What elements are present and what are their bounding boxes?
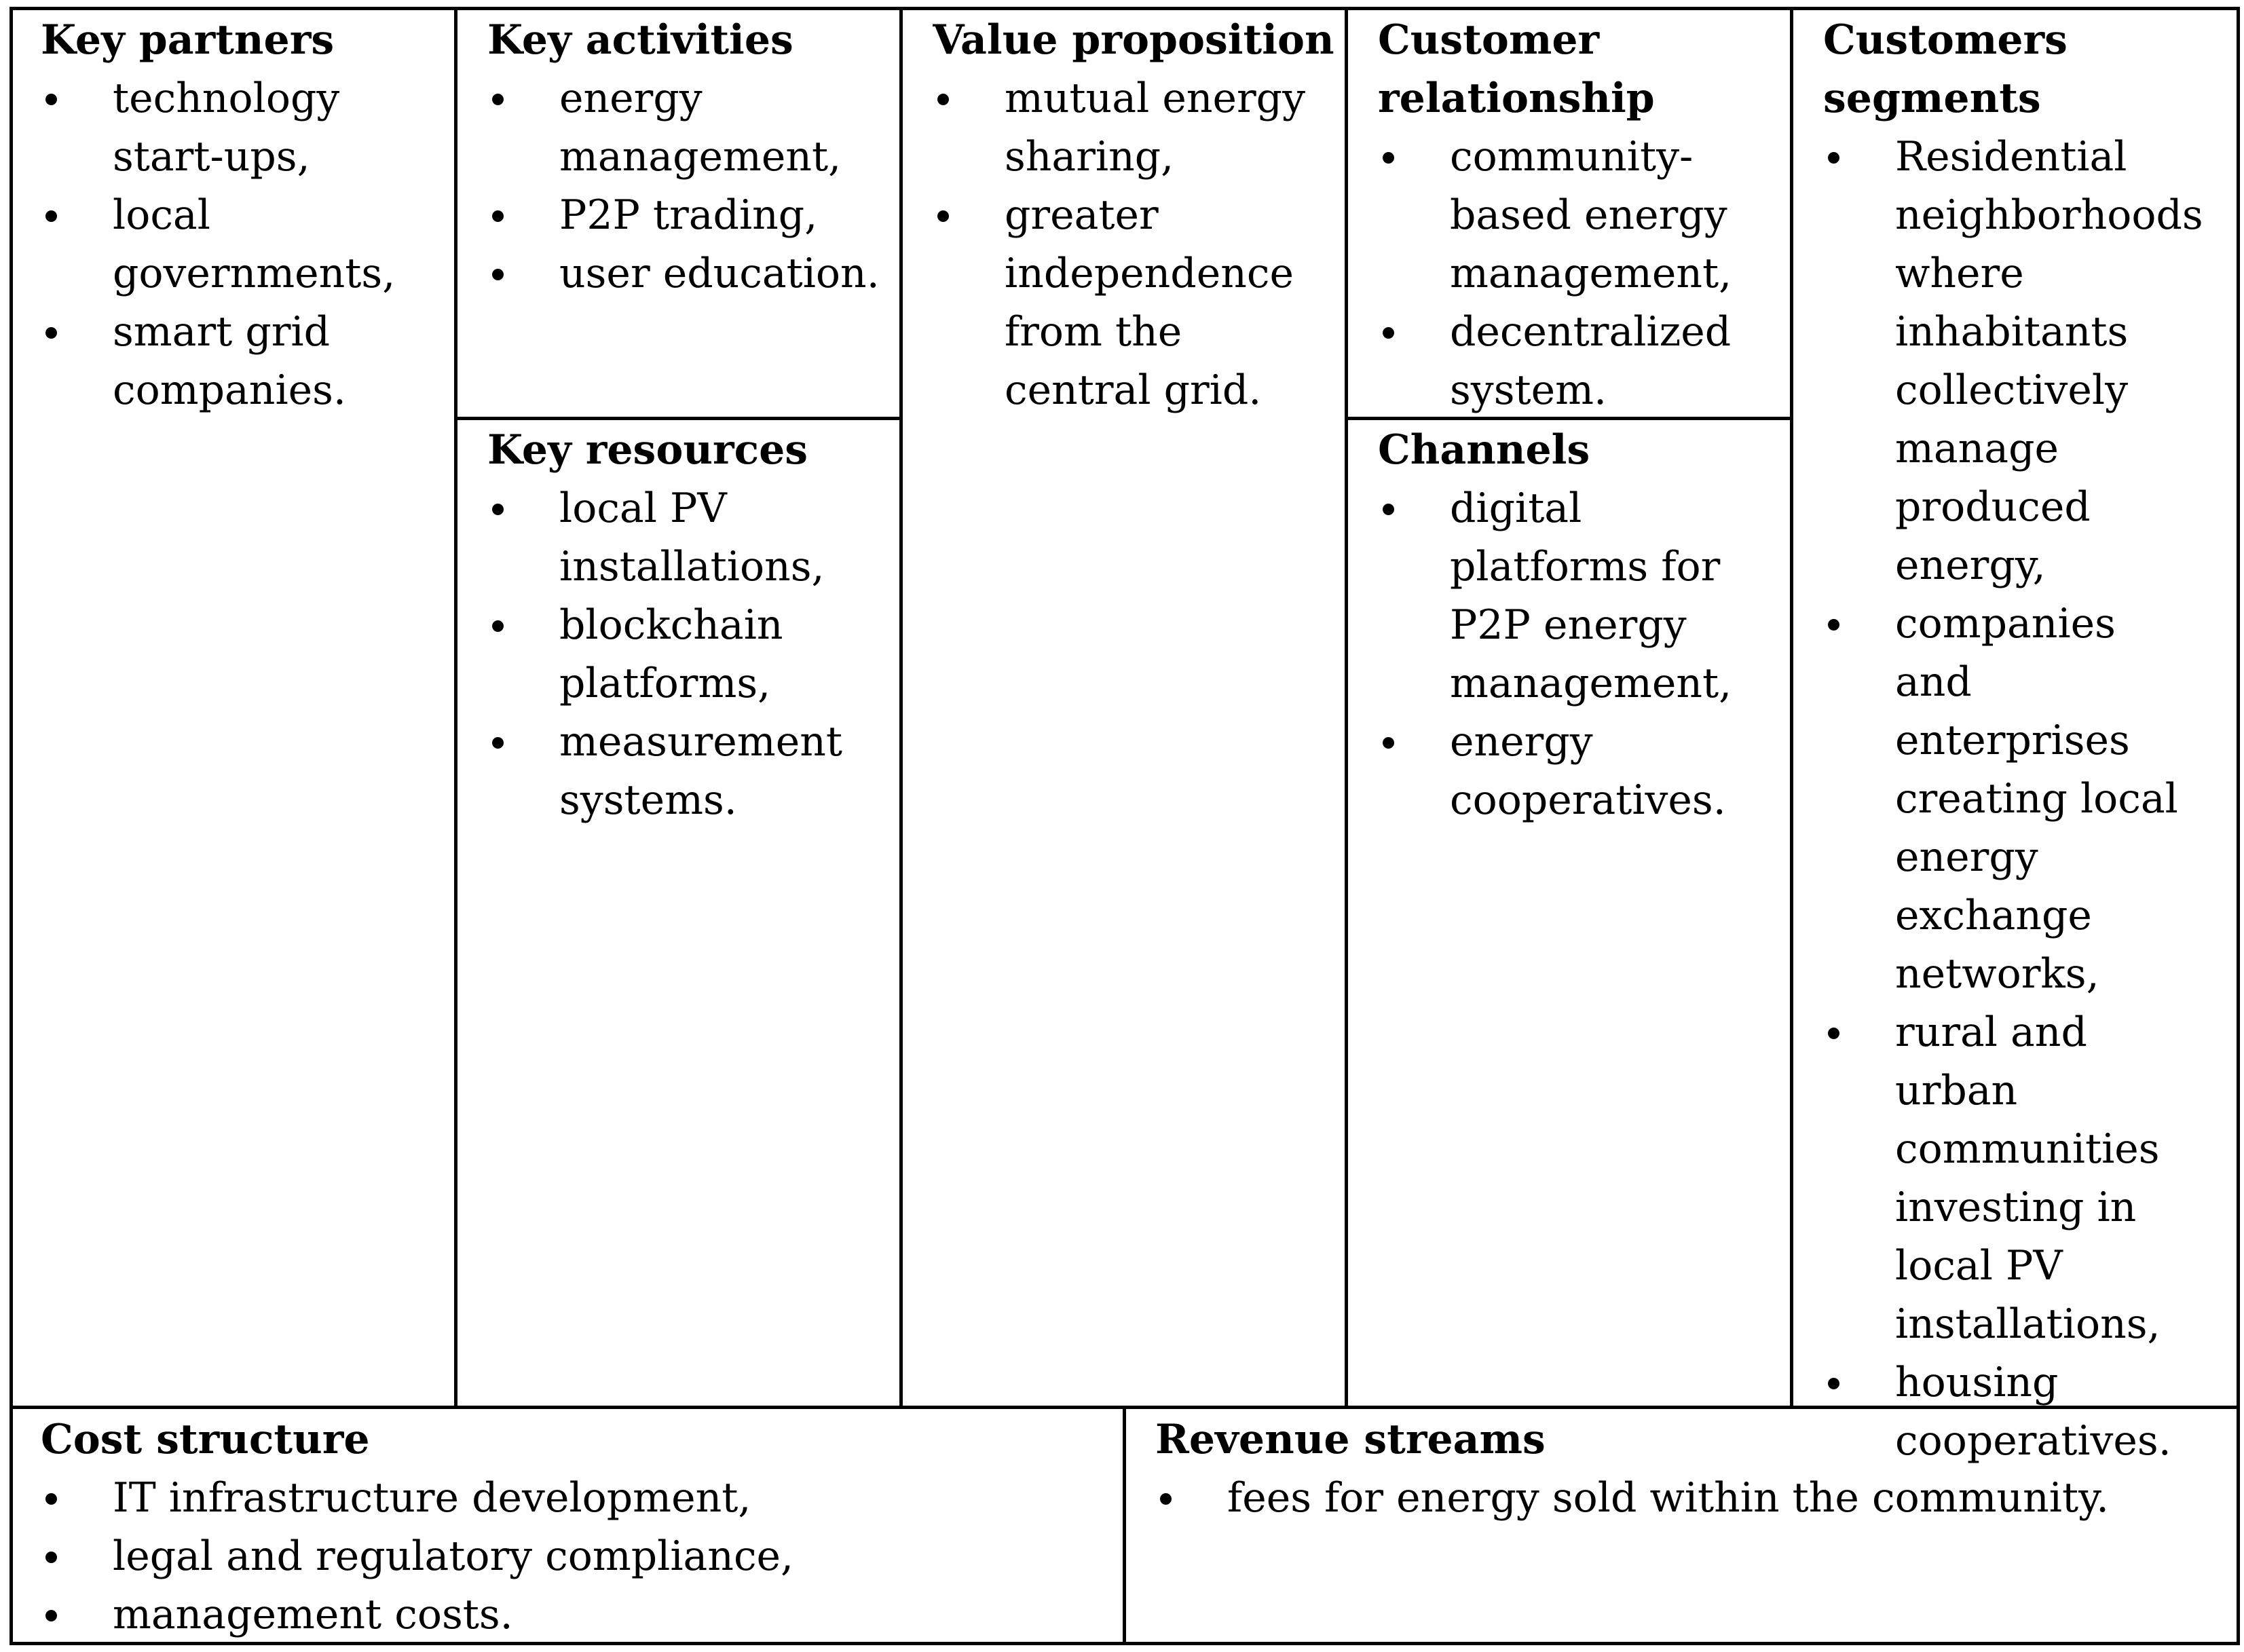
key-activities-list xyxy=(487,69,888,303)
list-item: technology start-ups, xyxy=(41,69,434,186)
list-item: community- based energy management, xyxy=(1378,128,1765,303)
list-item: local PV installations, xyxy=(487,479,888,596)
list-item: mutual energy sharing, xyxy=(933,69,1340,186)
list-item: fees for energy sold within the community. xyxy=(1155,1469,2214,1527)
customer-segments-section xyxy=(1823,11,2203,1470)
divider-col-4 xyxy=(1790,7,1793,1408)
outer-border-top xyxy=(10,7,2240,10)
list-item: greater independence from the central grid. xyxy=(933,186,1340,419)
channels-title: Channels xyxy=(1378,426,1590,474)
key-partners-title: Key partners xyxy=(41,16,335,64)
list-item: smart grid companies. xyxy=(41,303,434,419)
list-item: P2P trading, xyxy=(487,186,888,244)
cost-structure-section xyxy=(41,1410,1113,1644)
list-item: measurement systems. xyxy=(487,713,888,829)
outer-border-right xyxy=(2237,7,2240,1645)
revenue-streams-list xyxy=(1155,1469,2214,1527)
list-item: energy management, xyxy=(487,69,888,186)
list-item: legal and regulatory compliance, xyxy=(41,1527,1113,1585)
list-item: user education. xyxy=(487,244,888,303)
revenue-streams-title: Revenue streams xyxy=(1155,1416,1546,1463)
divider-activities-resources xyxy=(454,417,903,420)
customer-segments-list xyxy=(1823,128,2203,1470)
customer-segments-title: Customers segments xyxy=(1823,16,2068,122)
revenue-streams-section xyxy=(1155,1410,2214,1527)
list-item: blockchain platforms, xyxy=(487,596,888,713)
channels-section xyxy=(1378,421,1765,829)
key-activities-title: Key activities xyxy=(487,16,793,64)
list-item: management costs. xyxy=(41,1585,1113,1644)
key-resources-title: Key resources xyxy=(487,426,808,474)
key-resources-list xyxy=(487,479,888,829)
cost-structure-list xyxy=(41,1469,1113,1644)
customer-relationship-title: Customer relationship xyxy=(1378,16,1655,122)
divider-col-1 xyxy=(454,7,457,1408)
list-item: Residential neighborhoods where inhabitants collectively manage produced energy, xyxy=(1823,128,2203,595)
divider-cost-revenue xyxy=(1123,1406,1126,1645)
list-item: housing cooperatives. xyxy=(1823,1353,2203,1470)
list-item: IT infrastructure development, xyxy=(41,1469,1113,1527)
value-proposition-list xyxy=(933,69,1340,419)
customer-relationship-section xyxy=(1378,11,1765,419)
divider-col-2 xyxy=(899,7,903,1408)
list-item: local governments, xyxy=(41,186,434,303)
list-item: digital platforms for P2P energy management, xyxy=(1378,479,1765,713)
list-item: energy cooperatives. xyxy=(1378,713,1765,829)
channels-list xyxy=(1378,479,1765,829)
divider-col-3 xyxy=(1345,7,1348,1408)
list-item: decentralized system. xyxy=(1378,303,1765,419)
customer-relationship-list xyxy=(1378,128,1765,419)
value-proposition-title: Value proposition xyxy=(933,16,1334,64)
key-activities-section xyxy=(487,11,888,303)
outer-border-left xyxy=(10,7,13,1645)
list-item: rural and urban communities investing in local PV installations, xyxy=(1823,1003,2203,1353)
list-item: companies and enterprises creating local energy exchange networks, xyxy=(1823,595,2203,1003)
key-partners-section xyxy=(41,11,434,419)
key-resources-section xyxy=(487,421,888,829)
key-partners-list xyxy=(41,69,434,419)
cost-structure-title: Cost structure xyxy=(41,1416,370,1463)
value-proposition-section xyxy=(933,11,1340,419)
